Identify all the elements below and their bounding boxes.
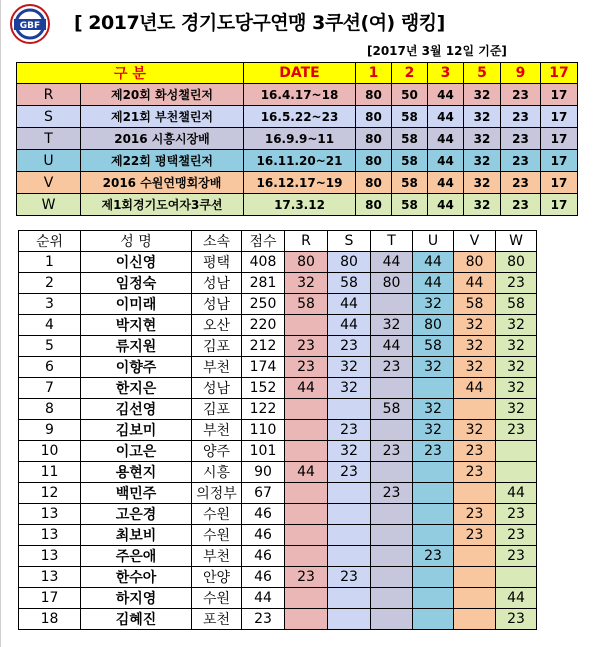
player-score: 67 (242, 483, 285, 504)
tournament-points: 80 (356, 194, 392, 216)
points-T (371, 525, 413, 546)
player-score: 46 (242, 546, 285, 567)
points-R: 58 (285, 294, 328, 315)
points-S: 32 (328, 441, 371, 462)
points-T: 23 (371, 357, 413, 378)
points-U (413, 504, 454, 525)
player-club: 평택 (192, 252, 242, 273)
tournament-points: 32 (464, 194, 501, 216)
player-club: 오산 (192, 315, 242, 336)
col-header-R: R (285, 231, 328, 252)
points-V: 32 (454, 420, 496, 441)
points-T (371, 609, 413, 630)
player-rank: 6 (19, 357, 81, 378)
points-T: 23 (371, 483, 413, 504)
tournament-table (16, 62, 578, 216)
points-S: 23 (328, 336, 371, 357)
player-rank: 4 (19, 315, 81, 336)
player-club: 안양 (192, 567, 242, 588)
player-score: 23 (242, 609, 285, 630)
tournament-points: 32 (464, 84, 501, 106)
points-S (328, 504, 371, 525)
points-W: 32 (496, 336, 537, 357)
tournament-points: 58 (392, 106, 428, 128)
player-rank: 18 (19, 609, 81, 630)
ranking-row (19, 357, 537, 378)
ranking-row (19, 441, 537, 462)
player-rank: 13 (19, 546, 81, 567)
points-V: 32 (454, 315, 496, 336)
points-U: 80 (413, 315, 454, 336)
tournament-points: 17 (541, 150, 578, 172)
tournament-row (17, 84, 578, 106)
points-W: 23 (496, 504, 537, 525)
tournament-points: 80 (356, 172, 392, 194)
tournament-points: 80 (356, 106, 392, 128)
player-rank: 12 (19, 483, 81, 504)
tournament-date: 16.4.17~18 (244, 84, 356, 106)
player-name: 한지은 (81, 378, 192, 399)
player-score: 174 (242, 357, 285, 378)
points-S (328, 546, 371, 567)
tournament-header-row (17, 63, 578, 84)
points-R (285, 483, 328, 504)
tournament-points: 44 (428, 194, 464, 216)
player-name: 고은경 (81, 504, 192, 525)
points-W: 32 (496, 399, 537, 420)
player-name: 임정숙 (81, 273, 192, 294)
points-W: 32 (496, 315, 537, 336)
points-W: 23 (496, 420, 537, 441)
player-rank: 5 (19, 336, 81, 357)
player-name: 하지영 (81, 588, 192, 609)
col-header-division: 구 분 (17, 63, 244, 84)
points-R: 23 (285, 336, 328, 357)
player-rank: 13 (19, 567, 81, 588)
tournament-points: 80 (356, 84, 392, 106)
points-S: 80 (328, 252, 371, 273)
player-name: 한수아 (81, 567, 192, 588)
player-club: 수원 (192, 504, 242, 525)
ranking-row (19, 567, 537, 588)
tournament-row (17, 106, 578, 128)
points-V (454, 567, 496, 588)
points-U: 23 (413, 441, 454, 462)
ranking-row (19, 609, 537, 630)
tournament-name: 제22회 평택챌린저 (81, 150, 244, 172)
points-R: 23 (285, 567, 328, 588)
tournament-points: 80 (356, 128, 392, 150)
ranking-row (19, 399, 537, 420)
col-header-V: V (454, 231, 496, 252)
points-S (328, 588, 371, 609)
player-club: 부천 (192, 546, 242, 567)
points-R (285, 315, 328, 336)
player-club: 양주 (192, 441, 242, 462)
points-R: 32 (285, 273, 328, 294)
points-V (454, 609, 496, 630)
col-header-place-3: 3 (428, 63, 464, 84)
tournament-points: 23 (501, 194, 541, 216)
player-club: 성남 (192, 378, 242, 399)
tournament-name: 제1회경기도여자3쿠션 (81, 194, 244, 216)
points-W: 23 (496, 525, 537, 546)
player-score: 46 (242, 567, 285, 588)
ranking-row (19, 420, 537, 441)
points-V: 32 (454, 357, 496, 378)
points-U: 32 (413, 294, 454, 315)
player-name: 류지원 (81, 336, 192, 357)
points-W: 23 (496, 546, 537, 567)
points-V (454, 399, 496, 420)
points-V: 58 (454, 294, 496, 315)
points-W: 32 (496, 357, 537, 378)
tournament-date: 16.12.17~19 (244, 172, 356, 194)
tournament-points: 23 (501, 84, 541, 106)
points-R: 23 (285, 357, 328, 378)
points-U (413, 588, 454, 609)
points-R (285, 399, 328, 420)
tournament-points: 17 (541, 172, 578, 194)
tournament-points: 32 (464, 172, 501, 194)
ranking-row (19, 504, 537, 525)
points-T: 44 (371, 336, 413, 357)
ranking-row (19, 462, 537, 483)
points-W (496, 462, 537, 483)
points-R: 80 (285, 252, 328, 273)
points-R (285, 420, 328, 441)
points-V (454, 588, 496, 609)
player-name: 최보비 (81, 525, 192, 546)
tournament-date: 16.11.20~21 (244, 150, 356, 172)
player-rank: 2 (19, 273, 81, 294)
points-V: 44 (454, 273, 496, 294)
player-name: 이향주 (81, 357, 192, 378)
points-V: 23 (454, 462, 496, 483)
page-title: [ 2017년도 경기도당구연맹 3쿠션(여) 랭킹] (74, 12, 445, 34)
player-club: 포천 (192, 609, 242, 630)
points-V (454, 546, 496, 567)
player-score: 122 (242, 399, 285, 420)
ranking-row (19, 273, 537, 294)
player-rank: 7 (19, 378, 81, 399)
col-header-date: DATE (244, 63, 356, 84)
player-rank: 8 (19, 399, 81, 420)
player-score: 46 (242, 525, 285, 546)
player-score: 250 (242, 294, 285, 315)
tournament-points: 44 (428, 106, 464, 128)
points-S: 23 (328, 420, 371, 441)
tournament-points: 17 (541, 194, 578, 216)
ranking-row (19, 483, 537, 504)
tournament-row (17, 194, 578, 216)
player-rank: 13 (19, 504, 81, 525)
col-header-place-1: 1 (356, 63, 392, 84)
points-R (285, 609, 328, 630)
points-R (285, 525, 328, 546)
ranking-row (19, 294, 537, 315)
points-S (328, 483, 371, 504)
points-U (413, 378, 454, 399)
ranking-row (19, 315, 537, 336)
points-U (413, 483, 454, 504)
ranking-row (19, 336, 537, 357)
tournament-date: 17.3.12 (244, 194, 356, 216)
points-V: 23 (454, 441, 496, 462)
tournament-points: 44 (428, 128, 464, 150)
ranking-row (19, 546, 537, 567)
player-rank: 1 (19, 252, 81, 273)
points-V: 80 (454, 252, 496, 273)
tournament-points: 44 (428, 150, 464, 172)
tournament-code: T (17, 128, 81, 150)
points-S (328, 609, 371, 630)
tournament-points: 44 (428, 172, 464, 194)
points-S (328, 399, 371, 420)
points-T: 44 (371, 252, 413, 273)
player-name: 이미래 (81, 294, 192, 315)
col-header-name: 성 명 (81, 231, 192, 252)
tournament-name: 2016 수원연맹회장배 (81, 172, 244, 194)
points-S: 23 (328, 462, 371, 483)
col-header-club: 소속 (192, 231, 242, 252)
tournament-points: 23 (501, 172, 541, 194)
player-club: 성남 (192, 294, 242, 315)
basis-date: [2017년 3월 12일 기준] (367, 44, 507, 58)
player-score: 281 (242, 273, 285, 294)
player-name: 이고은 (81, 441, 192, 462)
points-U: 32 (413, 399, 454, 420)
points-R (285, 504, 328, 525)
tournament-code: S (17, 106, 81, 128)
player-name: 김보미 (81, 420, 192, 441)
player-score: 44 (242, 588, 285, 609)
points-T: 23 (371, 441, 413, 462)
points-W: 23 (496, 273, 537, 294)
points-S (328, 525, 371, 546)
points-U (413, 462, 454, 483)
points-S: 32 (328, 378, 371, 399)
points-W: 32 (496, 378, 537, 399)
player-rank: 17 (19, 588, 81, 609)
points-W: 44 (496, 483, 537, 504)
player-name: 김혜진 (81, 609, 192, 630)
points-V: 44 (454, 378, 496, 399)
points-S: 23 (328, 567, 371, 588)
player-rank: 3 (19, 294, 81, 315)
tournament-points: 50 (392, 84, 428, 106)
tournament-points: 58 (392, 128, 428, 150)
points-T: 32 (371, 315, 413, 336)
tournament-code: V (17, 172, 81, 194)
tournament-points: 23 (501, 150, 541, 172)
player-name: 주은애 (81, 546, 192, 567)
tournament-points: 32 (464, 106, 501, 128)
points-T: 80 (371, 273, 413, 294)
points-V: 32 (454, 336, 496, 357)
player-rank: 9 (19, 420, 81, 441)
player-rank: 10 (19, 441, 81, 462)
player-score: 408 (242, 252, 285, 273)
player-score: 110 (242, 420, 285, 441)
points-W (496, 567, 537, 588)
col-header-W: W (496, 231, 537, 252)
ranking-row (19, 252, 537, 273)
tournament-points: 58 (392, 194, 428, 216)
player-name: 박지현 (81, 315, 192, 336)
points-S: 32 (328, 357, 371, 378)
points-T (371, 294, 413, 315)
points-U (413, 609, 454, 630)
player-score: 220 (242, 315, 285, 336)
player-rank: 11 (19, 462, 81, 483)
points-R (285, 588, 328, 609)
points-U (413, 567, 454, 588)
points-T (371, 588, 413, 609)
player-club: 의정부 (192, 483, 242, 504)
player-club: 시흥 (192, 462, 242, 483)
tournament-code: R (17, 84, 81, 106)
player-name: 김선영 (81, 399, 192, 420)
points-S: 58 (328, 273, 371, 294)
tournament-name: 2016 시흥시장배 (81, 128, 244, 150)
col-header-place-9: 9 (501, 63, 541, 84)
points-R (285, 441, 328, 462)
tournament-points: 32 (464, 150, 501, 172)
points-W: 23 (496, 609, 537, 630)
points-V: 23 (454, 504, 496, 525)
player-rank: 13 (19, 525, 81, 546)
tournament-points: 44 (428, 84, 464, 106)
player-name: 이신영 (81, 252, 192, 273)
ranking-row (19, 525, 537, 546)
points-U: 32 (413, 420, 454, 441)
points-W: 44 (496, 588, 537, 609)
col-header-S: S (328, 231, 371, 252)
tournament-points: 23 (501, 106, 541, 128)
tournament-date: 16.5.22~23 (244, 106, 356, 128)
col-header-place-5: 5 (464, 63, 501, 84)
points-T (371, 420, 413, 441)
player-score: 90 (242, 462, 285, 483)
col-header-place-2: 2 (392, 63, 428, 84)
col-header-rank: 순위 (19, 231, 81, 252)
tournament-points: 17 (541, 84, 578, 106)
tournament-row (17, 128, 578, 150)
points-R: 44 (285, 378, 328, 399)
points-V (454, 483, 496, 504)
player-score: 46 (242, 504, 285, 525)
tournament-name: 제20회 화성챌린저 (81, 84, 244, 106)
sheet-gridline (0, 0, 1, 647)
gbf-logo (10, 3, 50, 45)
tournament-points: 80 (356, 150, 392, 172)
points-U: 23 (413, 546, 454, 567)
points-T (371, 462, 413, 483)
player-score: 212 (242, 336, 285, 357)
tournament-row (17, 150, 578, 172)
player-name: 백민주 (81, 483, 192, 504)
tournament-points: 17 (541, 128, 578, 150)
tournament-code: U (17, 150, 81, 172)
points-U: 44 (413, 273, 454, 294)
col-header-score: 점수 (242, 231, 285, 252)
ranking-row (19, 588, 537, 609)
col-header-T: T (371, 231, 413, 252)
tournament-row (17, 172, 578, 194)
points-T (371, 546, 413, 567)
logo-emblem-icon (10, 3, 50, 45)
points-W: 58 (496, 294, 537, 315)
player-club: 부천 (192, 420, 242, 441)
points-W (496, 441, 537, 462)
player-club: 김포 (192, 336, 242, 357)
points-S: 44 (328, 294, 371, 315)
player-club: 수원 (192, 525, 242, 546)
points-R (285, 546, 328, 567)
player-score: 152 (242, 378, 285, 399)
points-T (371, 504, 413, 525)
points-U: 58 (413, 336, 454, 357)
tournament-name: 제21회 부천챌린저 (81, 106, 244, 128)
player-club: 수원 (192, 588, 242, 609)
ranking-header-row (19, 231, 537, 252)
col-header-U: U (413, 231, 454, 252)
points-T (371, 567, 413, 588)
ranking-table (18, 230, 537, 630)
tournament-points: 17 (541, 106, 578, 128)
tournament-points: 23 (501, 128, 541, 150)
points-R: 44 (285, 462, 328, 483)
points-U (413, 525, 454, 546)
player-club: 성남 (192, 273, 242, 294)
tournament-points: 58 (392, 150, 428, 172)
points-U: 32 (413, 357, 454, 378)
points-W: 80 (496, 252, 537, 273)
tournament-points: 58 (392, 172, 428, 194)
player-club: 김포 (192, 399, 242, 420)
logo-text: GBF (19, 21, 41, 31)
col-header-place-17: 17 (541, 63, 578, 84)
tournament-code: W (17, 194, 81, 216)
player-club: 부천 (192, 357, 242, 378)
tournament-date: 16.9.9~11 (244, 128, 356, 150)
points-T (371, 378, 413, 399)
player-score: 101 (242, 441, 285, 462)
points-T: 58 (371, 399, 413, 420)
points-U: 44 (413, 252, 454, 273)
tournament-points: 32 (464, 128, 501, 150)
player-name: 용현지 (81, 462, 192, 483)
points-V: 23 (454, 525, 496, 546)
ranking-row (19, 378, 537, 399)
points-S: 44 (328, 315, 371, 336)
